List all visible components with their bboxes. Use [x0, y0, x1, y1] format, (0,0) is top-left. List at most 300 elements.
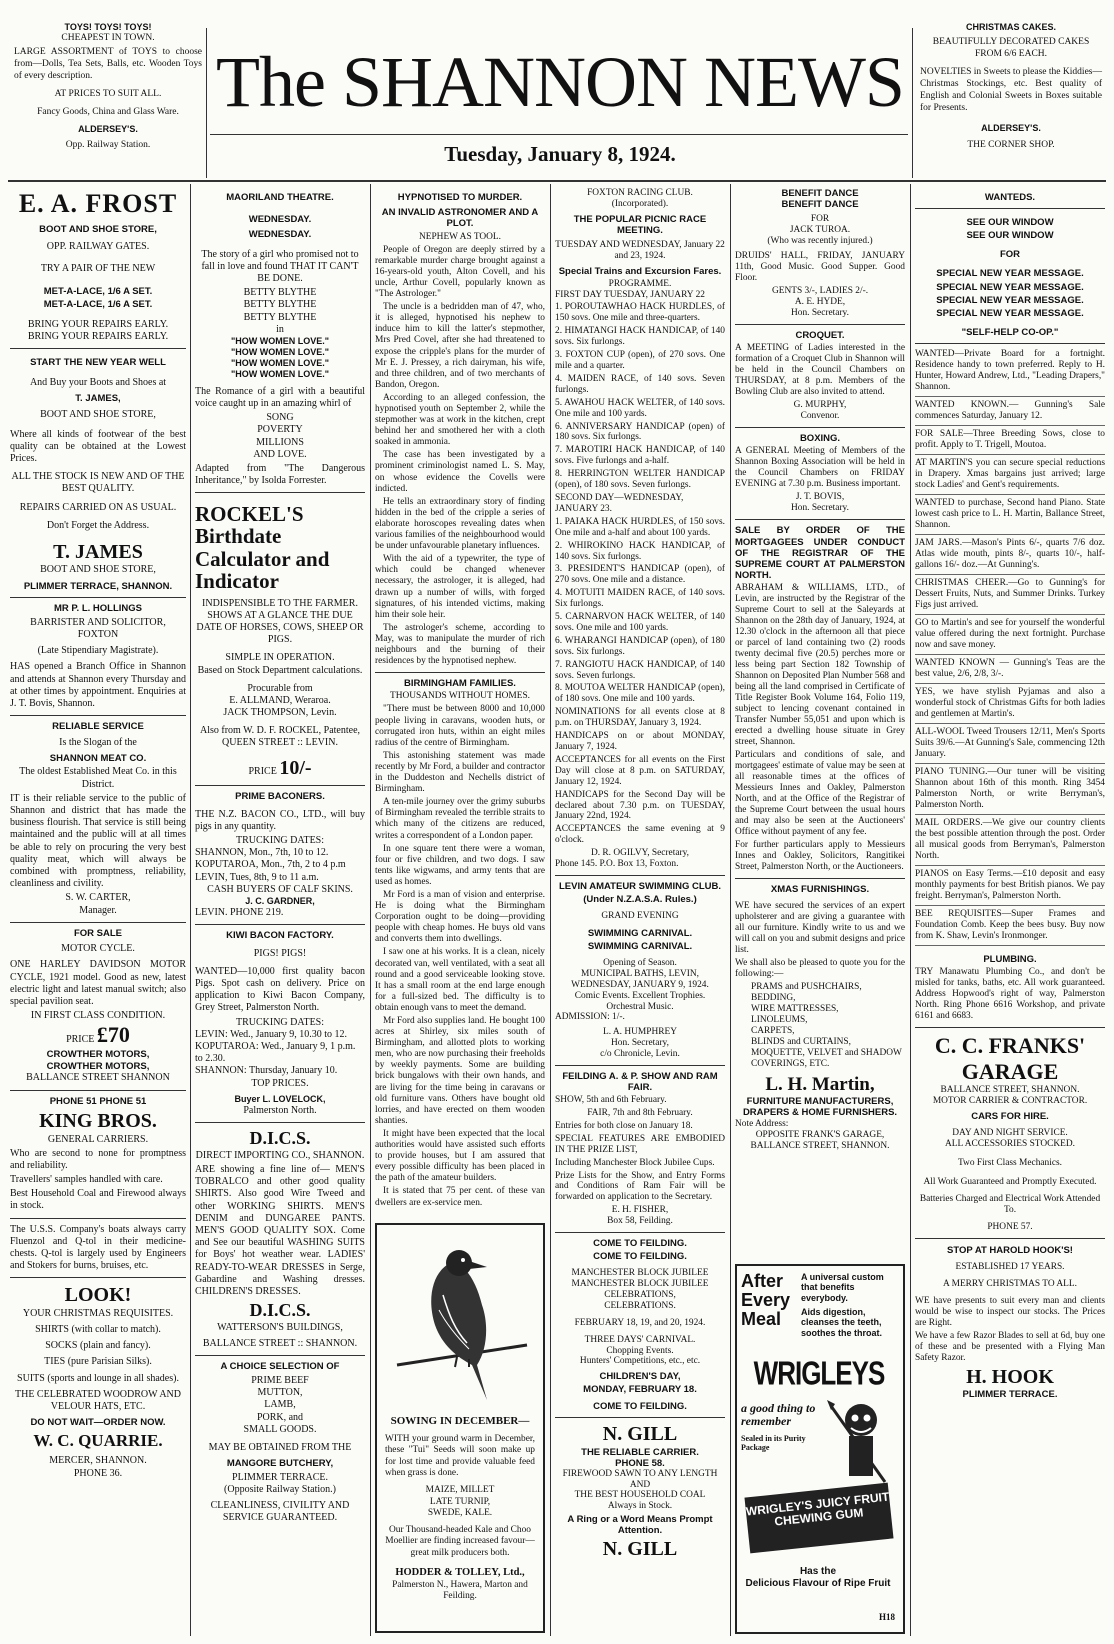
- divider: [555, 1065, 725, 1066]
- show-heading: FEILDING A. & P. SHOW AND RAM FAIR.: [562, 1071, 718, 1094]
- race-notice: NOMINATIONS for all events close at 8 p.m. on THURSDAY, January 3, 1924.: [555, 707, 725, 729]
- column-rule-3: [550, 184, 551, 1636]
- james-heading: START THE NEW YEAR WELL: [30, 357, 166, 369]
- cakes-heading: CHRISTMAS CAKES.: [965, 22, 1056, 32]
- seed-heading: SOWING IN DECEMBER—: [390, 1415, 530, 1427]
- race-event: 8. HERRINGTON WELTER HANDICAP (open), of 180 sovs. Seven furlongs.: [555, 469, 725, 491]
- divider: [735, 427, 905, 428]
- swim-heading: LEVIN AMATEUR SWIMMING CLUB.: [558, 880, 721, 892]
- franks-line: MOTOR CARRIER & CONTRACTOR.: [932, 1095, 1088, 1106]
- hollings-line: (Late Stipendiary Magistrate).: [37, 645, 159, 657]
- divider: [555, 875, 725, 876]
- divider: [195, 492, 365, 493]
- meat-co-line: SHANNON MEAT CO.: [49, 752, 147, 764]
- window-line: "SELF-HELP CO-OP.": [961, 326, 1059, 338]
- classified-ad: AT MARTIN'S you can secure special reductions in Drapery. Xmas bargains just arrived; large stock Ladies' and Gent's requirements.: [915, 458, 1105, 495]
- kiwi-body: WANTED—10,000 first quality bacon Pigs. Spot cash on delivery. Price on application to Kiwi Bacon Company, Grey Street, Palmerston North.: [195, 965, 365, 1014]
- race-dates: TUESDAY AND WEDNESDAY, January 22 and 23, 1924.: [555, 239, 725, 261]
- toys-prices: AT PRICES TO SUIT ALL.: [54, 88, 162, 99]
- swim-line: ADMISSION: 1/-.: [555, 1012, 625, 1023]
- divider: [10, 1090, 186, 1091]
- wrigleys-code: H18: [878, 1612, 895, 1622]
- window-line: SPECIAL NEW YEAR MESSAGE.: [936, 281, 1084, 293]
- race-event: 1. PAIAKA HACK HURDLES, of 150 sovs. One mile and a-half and about 100 yards.: [555, 516, 725, 538]
- article-headline: BIRMINGHAM FAMILIES.: [404, 678, 516, 690]
- quarrie-name: W. C. QUARRIE.: [33, 1430, 163, 1450]
- meat-co-line: The oldest Established Meat Co. in this District.: [19, 766, 177, 790]
- frost-line: MET-A-LACE, 1/6 A SET.: [43, 299, 153, 311]
- divider: [375, 672, 545, 673]
- dance-line: Hon. Secretary.: [791, 308, 849, 319]
- article-subhead: AN INVALID ASTRONOMER AND A PLOT.: [381, 207, 539, 230]
- article-headline: HYPNOTISED TO MURDER.: [397, 192, 523, 203]
- seed-advert: [375, 1223, 545, 1633]
- article-paragraph: With the aid of a typewriter, the type of which could be changed whenever necessary, the astrologer, it is alleged, had drawn up a number of wills, with forged signatures, of his intended victims, making him their sole heir.: [375, 554, 545, 620]
- meat-co-body: IT is their reliable service to the public of Shannon and district that has made the business flourish. That service is still being maintained and the public will at all times be able to rely on procuring the very best quality meat, which will always be combined with promptness, reliability, cleanliness and civility.: [10, 792, 186, 890]
- james-line: Where all kinds of footwear of the best quality can be obtained at the Lowest Prices.: [10, 428, 186, 465]
- feilding-line: CELEBRATIONS,: [604, 1289, 676, 1300]
- wrigleys-slogan-left: [741, 1272, 797, 1329]
- swim-line: Opening of Season.: [603, 957, 677, 968]
- seed-item: SWEDE, KALE.: [427, 1507, 493, 1518]
- kiwi-line: LEVIN: Wed., January 9, 10.30 to 12.: [195, 1028, 348, 1040]
- swim-line: Comic Events. Excellent Trophies.: [574, 990, 706, 1001]
- theatre-star: BETTY BLYTHE: [243, 311, 317, 323]
- article-paragraph: People of Oregon are deeply stirred by a remarkable murder charge brought against a 16-years-old youth, Alton Covell, and his uncle, Arthur Covell, popularly known as "The Astrologer.": [375, 244, 545, 300]
- race-event-list: [555, 517, 725, 706]
- left-ear-ad: [14, 22, 202, 172]
- window-line: SPECIAL NEW YEAR MESSAGE.: [936, 307, 1084, 319]
- kiwi-line: Buyer L. LOVELOCK,: [234, 1093, 326, 1104]
- masthead-bottom-rule: [8, 180, 1106, 182]
- look-heading: LOOK!: [64, 1284, 132, 1307]
- gill-line: THE RELIABLE CARRIER.: [581, 1446, 699, 1458]
- crowther-line: CROWTHER MOTORS,: [46, 1060, 150, 1072]
- dance-line: (Who was recently injured.): [767, 236, 873, 247]
- martin-line: OPPOSITE FRANK'S GARAGE,: [755, 1129, 885, 1140]
- divider: [195, 785, 365, 786]
- frost-line: OPP. RAILWAY GATES.: [46, 241, 150, 253]
- theatre-word: SONG: [266, 412, 294, 424]
- divider: [915, 208, 1105, 209]
- franks-line: ALL ACCESSORIES STOCKED.: [945, 1138, 1075, 1149]
- theatre-text: The story of a girl who promised not to fall in love and found THAT IT CAN'T BE DONE.: [201, 248, 359, 285]
- crowther-line: CROWTHER MOTORS,: [46, 1049, 150, 1061]
- theatre-day: WEDNESDAY.: [248, 213, 312, 225]
- gum-package: [744, 1483, 893, 1554]
- race-notice: HANDICAPS on or about MONDAY, January 7, 1924.: [555, 731, 725, 753]
- rockel-text: QUEEN STREET :: LEVIN.: [222, 737, 338, 749]
- classified-ad: BEE REQUISITES—Super Frames and Foundation Comb. Keep the bees busy. Buy now from K. Shaw, Levin's Ironmonger.: [915, 909, 1105, 946]
- cakes-body: NOVELTIES in Sweets to please the Kiddies—Christmas Stockings, etc. Best quality of English and Colonial Sweets in Boxes suitable for Presents.: [920, 67, 1102, 113]
- james-name: T. JAMES: [53, 541, 143, 564]
- race-notice: HANDICAPS for the Second Day will be declared about 7.30 p.m. on TUESDAY, January 22nd, 1924.: [555, 789, 725, 822]
- gum-package-label: WRIGLEY'S JUICY FRUIT CHEWING GUM: [745, 1489, 890, 1529]
- kiwi-sub: PIGS! PIGS!: [253, 947, 307, 959]
- look-line: YOUR CHRISTMAS REQUISITES.: [22, 1307, 174, 1319]
- feilding-line: COME TO FEILDING.: [593, 1251, 687, 1263]
- race-sig: D. R. OGILVY, Secretary,: [590, 848, 690, 859]
- motorcycle-heading: FOR SALE: [73, 927, 123, 939]
- dics-name: D.I.C.S.: [249, 1127, 311, 1148]
- martin-line: Note Address:: [735, 1118, 789, 1129]
- rockel-text: Based on Stock Department calculations.: [197, 664, 363, 676]
- divider: [735, 324, 905, 325]
- show-line: SHOW, 5th and 6th February.: [555, 1095, 667, 1106]
- show-line: FAIR, 7th and 8th February.: [587, 1108, 693, 1119]
- wrigleys-footer-line: Delicious Flavour of Ripe Fruit: [745, 1577, 891, 1589]
- divider: [10, 715, 186, 716]
- article-paragraph: Mr Ford is a man of vision and enterprise. He is doing what the Birmingham Corporation ought to be doing—providing people with cheap homes. He buys old vans and converts them into dwellings.: [375, 889, 545, 945]
- wrigleys-slogan-right: [801, 1272, 899, 1338]
- divider: [195, 924, 365, 925]
- kiwi-line: SHANNON: Thursday, January 10.: [195, 1065, 338, 1077]
- classified-ad: WANTED KNOWN — Gunning's Teas are the best value, 2/6, 2/8, 3/-.: [915, 658, 1105, 684]
- furnishing-item: MOQUETTE, VELVET and SHADOW COVERINGS, ETC.: [751, 1048, 902, 1070]
- hollings-line: BARRISTER AND SOLICITOR, FOXTON: [30, 616, 166, 640]
- ear-rule-left: [206, 28, 207, 178]
- theatre-film: "HOW WOMEN LOVE.": [230, 368, 330, 379]
- king-phone: PHONE 51 PHONE 51: [49, 1095, 147, 1107]
- franks-line: Batteries Charged and Electrical Work Attended To.: [919, 1193, 1101, 1215]
- furnishing-item: WIRE MATTRESSES,: [751, 1004, 839, 1015]
- motorcycle-price-row: [10, 1022, 186, 1049]
- swim-line: SWIMMING CARNIVAL.: [587, 940, 693, 952]
- meat-co-heading: RELIABLE SERVICE: [52, 721, 144, 733]
- dics-line: WATTERSON'S BUILDINGS,: [217, 1322, 343, 1334]
- james-line: And Buy your Boots and Shoes at: [29, 376, 167, 388]
- gill-line: PHONE 58.: [615, 1457, 665, 1469]
- gill-line: A Ring or a Word Means Prompt Attention.: [567, 1514, 713, 1537]
- race-event: 3. FOXTON CUP (open), of 270 sovs. One mile and a quarter.: [555, 350, 725, 372]
- feilding-line: FEBRUARY 18, 19, and 20, 1924.: [574, 1317, 706, 1328]
- show-line: Entries for both close on January 18.: [555, 1120, 693, 1131]
- frost-line: TRY A PAIR OF THE NEW: [40, 263, 156, 275]
- wanteds-heading: WANTEDS.: [984, 192, 1036, 203]
- rockel-text: E. ALLMAND, Weraroa.: [229, 694, 331, 706]
- swim-line: MUNICIPAL BATHS, LEVIN,: [580, 968, 700, 979]
- king-line: Travellers' samples handled with care.: [10, 1174, 163, 1186]
- classified-ad: FOR SALE—Three Breeding Sows, close to profit. Apply to T. Trigell, Moutoa.: [915, 429, 1105, 455]
- king-line: GENERAL CARRIERS.: [47, 1133, 149, 1145]
- hook-text: We have a few Razor Blades to sell at 6d, buy one of these and be presented with a Flying Man Safety Razor.: [915, 1330, 1105, 1363]
- rockel-text: SIMPLE IN OPERATION.: [225, 652, 335, 664]
- window-line: SPECIAL NEW YEAR MESSAGE.: [936, 268, 1084, 280]
- croquet-sig: Convenor.: [800, 411, 840, 422]
- race-event: 3. PRESIDENT'S HANDICAP (open), of 270 sovs. One mile and a distance.: [555, 564, 725, 586]
- furnishing-text: WE have secured the services of an expert upholsterer and are giving a guarantee with all our furniture. Kindly write to us and we will call on you and submit designs and price list.: [735, 901, 905, 956]
- seed-item: LATE TURNIP,: [429, 1496, 491, 1507]
- title-rule: [210, 134, 908, 135]
- race-notice: ACCEPTANCES for all events on the First Day will close at 8 p.m. on SATURDAY, January 12, 1924.: [555, 754, 725, 787]
- race-day: FIRST DAY TUESDAY, JANUARY 22: [555, 289, 705, 300]
- wrigleys-brand: WRIGLEYS: [753, 1353, 885, 1393]
- king-name: KING BROS.: [39, 1110, 157, 1133]
- seed-item: MAIZE, MILLET: [425, 1485, 495, 1496]
- hook-name: H. HOOK: [966, 1365, 1054, 1388]
- window-line: SEE OUR WINDOW: [966, 230, 1054, 242]
- franks-line: PHONE 57.: [987, 1221, 1033, 1232]
- bacon-line: CASH BUYERS OF CALF SKINS.: [207, 883, 353, 895]
- croquet-body: A MEETING of Ladies interested in the formation of a Croquet Club in Shannon will be held in the Council Chambers on THURSDAY, at 8 p.m. Members of the Bowling Club are also invited to attend.: [735, 343, 905, 398]
- james-line: PLIMMER TERRACE, SHANNON.: [23, 580, 173, 592]
- theatre-film: "HOW WOMEN LOVE.": [230, 357, 330, 368]
- price-value: 10/-: [279, 756, 312, 779]
- theatre-word: AND LOVE.: [253, 448, 307, 460]
- feilding-line: THREE DAYS' CARNIVAL.: [584, 1334, 696, 1345]
- james-line: Don't Forget the Address.: [46, 519, 150, 531]
- butchery-item: SMALL GOODS.: [243, 1423, 317, 1435]
- furnishing-item: LINOLEUMS,: [751, 1015, 808, 1026]
- article-paragraph: This astonishing statement was made recently by Mr Ford, a builder and contractor in the Duddeston and Nechells district of Birmingham.: [375, 750, 545, 795]
- theatre-word: MILLIONS: [256, 436, 304, 448]
- franks-line: DAY AND NIGHT SERVICE.: [952, 1127, 1068, 1138]
- hook-address: PLIMMER TERRACE.: [962, 1389, 1058, 1401]
- column-3: [375, 188, 545, 1638]
- wrigleys-word: Meal: [741, 1308, 782, 1329]
- article-paragraph: It might have been expected that the local authorities would have assisted such efforts to provide houses, but I am assured that every possible difficulty has been placed in the path of the amateur builders.: [375, 1128, 545, 1184]
- race-event: 4. MOTUITI MAIDEN RACE, of 140 sovs. Six furlongs.: [555, 588, 725, 610]
- look-line: THE CELEBRATED WOODROW AND VELOUR HATS, ETC.: [14, 1388, 181, 1412]
- dics-line: DIRECT IMPORTING CO., SHANNON.: [195, 1149, 365, 1161]
- divider: [735, 878, 905, 879]
- franks-line: Two First Class Mechanics.: [957, 1157, 1063, 1168]
- hook-line: A MERRY CHRISTMAS TO ALL.: [943, 1278, 1077, 1289]
- race-event: 5. CARNARVON HACK WELTER, of 140 sovs. One mile and 100 yards.: [555, 612, 725, 633]
- article-paragraph: The case has been investigated by a prominent criminologist named L. S. May, on whose evidence the Covells were indicted.: [375, 450, 545, 494]
- divider: [555, 1232, 725, 1233]
- look-line: SOCKS (plain and fancy).: [45, 1340, 151, 1352]
- article-paragraph: According to an alleged confession, the hypnotised youth on September 2, while the stepmother was at work in the kitchen, crept behind her and smothered her with a cloth soaked in ammonia.: [375, 392, 545, 448]
- james-line: ALL THE STOCK IS NEW AND OF THE BEST QUALITY.: [11, 471, 185, 495]
- article-paragraph: "There must be between 8000 and 10,000 people living in caravans, wooden huts, or corrugated iron huts, within an eight miles radius of the centre of Birmingham.: [375, 704, 545, 748]
- butchery-item: PORK, and: [256, 1411, 304, 1423]
- toys-address: Opp. Railway Station.: [65, 139, 151, 150]
- frost-line: BRING YOUR REPAIRS EARLY.: [27, 318, 169, 330]
- cakes-address: THE CORNER SHOP.: [967, 139, 1055, 150]
- dics-name: D.I.C.S.: [249, 1300, 311, 1321]
- gill-line: AND: [629, 1479, 651, 1490]
- race-event: 2. WHIROKINO HACK HANDICAP, of 140 sovs. Six furlongs.: [555, 540, 725, 562]
- show-line: Prize Lists for the Show, and Entry Forms and Conditions of Ram Fair will be forwarded on application to the Secretary.: [555, 1170, 725, 1203]
- butchery-heading: A CHOICE SELECTION OF: [220, 1361, 340, 1373]
- column-6: [915, 188, 1105, 1638]
- kiwi-line: TOP PRICES.: [251, 1077, 309, 1089]
- issue-date: Tuesday, January 8, 1924.: [444, 142, 676, 166]
- swim-line: GRAND EVENING: [601, 911, 679, 922]
- bacon-line: KOPUTAROA, Mon., 7th, 2 to 4 p.m: [195, 859, 346, 871]
- look-line: TIES (pure Parisian Silks).: [44, 1356, 152, 1368]
- classified-list: [915, 349, 1105, 946]
- swim-sub: (Under N.Z.A.S.A. Rules.): [583, 894, 697, 905]
- wrigleys-claim: A universal custom that benefits everybody.: [801, 1272, 884, 1303]
- wrigleys-sealed: Sealed in its Purity Package: [741, 1434, 806, 1453]
- race-title: THE POPULAR PICNIC RACE MEETING.: [573, 213, 707, 236]
- wrigleys-advert: [735, 1264, 905, 1634]
- theatre-star: BETTY BLYTHE: [243, 299, 317, 311]
- franks-line: All Work Guaranteed and Promptly Executed.: [923, 1176, 1097, 1187]
- feilding-line: MANCHESTER BLOCK JUBILEE: [571, 1268, 709, 1279]
- column-1: [10, 188, 186, 1638]
- butchery-item: LAMB,: [264, 1399, 296, 1411]
- window-line: SEE OUR WINDOW: [966, 217, 1054, 229]
- divider: [735, 519, 905, 520]
- furnishing-item: PRAMS and PUSHCHAIRS,: [751, 982, 862, 993]
- divider: [10, 348, 186, 349]
- article-paragraph: It is stated that 75 per cent. of these van dwellers are ex-service men.: [375, 1186, 545, 1208]
- classified-ad: GO to Martin's and see for yourself the wonderful value offered during the next fortnight. Purchase now and save money.: [915, 618, 1105, 655]
- franks-name: GARAGE: [961, 1058, 1059, 1084]
- classified-ad: PIANOS on Easy Terms.—£10 deposit and easy monthly payments for best British pianos. We pay freight. Berryman's, Palmerston North.: [915, 869, 1105, 906]
- cakes-shop: ALDERSEY'S.: [981, 122, 1041, 133]
- bacon-heading: PRIME BACONERS.: [235, 791, 325, 803]
- frost-line: BOOT AND SHOE STORE,: [39, 223, 157, 235]
- butchery-item: PRIME BEEF: [251, 1375, 309, 1387]
- meat-co-sig: S. W. CARTER,: [65, 892, 131, 904]
- divider: [915, 1238, 1105, 1239]
- classified-ad: WANTED to purchase, Second hand Piano. State lowest cash price to L. H. Martin, Ballance Street, Shannon.: [915, 498, 1105, 535]
- classified-ad: WANTED—Private Board for a fortnight. Residence handy to town preferred. Reply to H. Hunter, Howard Andrew, Ltd., "Leading Drapers," Shannon.: [915, 349, 1105, 397]
- race-event: 6. ANNIVERSARY HANDICAP (open) of 180 sovs. Six furlongs.: [555, 421, 725, 443]
- classified-ad: CHRISTMAS CHEER.—Go to Gunning's for Dessert Fruits, Nuts, and Summer Drinks. Turkey Figs just arrived.: [915, 578, 1105, 615]
- bird-illustration: [377, 1225, 543, 1415]
- article-deck: NEPHEW AS TOOL.: [418, 231, 502, 242]
- james-line: BOOT AND SHOE STORE,: [40, 564, 156, 576]
- motorcycle-body: ONE HARLEY DAVIDSON MOTOR CYCLE, 1921 model. Good as new, latest electric light and latest manual switch; also special pavilion seat.: [10, 959, 186, 1008]
- rockel-text: Procurable from: [247, 682, 313, 694]
- dance-line: GENTS 3/-, LADIES 2/-.: [771, 286, 869, 297]
- dance-line: FOR: [810, 214, 830, 225]
- article-paragraph: He tells an extraordinary story of finding hidden in the bed of the cripple a series of elaborate horoscopes revealing dates when various families of the neighbourhood would be under unfavourable planetary influences.: [375, 496, 545, 552]
- look-line: SHIRTS (with collar to match).: [35, 1323, 161, 1335]
- boxing-body: A GENERAL Meeting of Members of the Shannon Boxing Association will be held in the Council Chambers on FRIDAY EVENING at 7.30 p.m. Business important.: [735, 446, 905, 490]
- race-sig: Phone 145. P.O. Box 13, Foxton.: [555, 859, 679, 870]
- article-paragraph: I saw one at his works. It is a clean, nicely decorated van, well ventilated, with a seat all round and a good serviceable looking stove. It has a small room at the end large enough for a full-sized bed. The difficulty is to obtain enough vans to meet the demand.: [375, 947, 545, 1013]
- bacon-line: LEVIN. PHONE 219.: [195, 906, 284, 918]
- look-line: DO NOT WAIT—ORDER NOW.: [30, 1417, 166, 1429]
- dics-line: BALLANCE STREET :: SHANNON.: [202, 1338, 358, 1350]
- motorcycle-line: MOTOR CYCLE.: [61, 943, 135, 955]
- feilding-line: CHILDREN'S DAY,: [599, 1371, 681, 1383]
- divider: [915, 1027, 1105, 1028]
- article-paragraph: Mr Ford also supplies land. He bought 100 acres at Shirley, six miles south of Birmingham, and allotted plots to working men, who are now purchasing their freeholds by weekly payments. Some are building brick bungalows with their own hands, and are living for the time being in caravans or old furniture vans. Others have bought old lorries, and have erected on them wooden shanties.: [375, 1016, 545, 1126]
- wrigleys-word: Every: [741, 1289, 791, 1310]
- theatre-heading: MAORILAND THEATRE.: [226, 192, 334, 203]
- wrigleys-footer: [737, 1566, 899, 1589]
- kiwi-line: KOPUTAROA: Wed., January 9, 1 p.m. to 2.30.: [195, 1041, 356, 1065]
- seed-firm: HODDER & TOLLEY, Ltd.,: [395, 1567, 525, 1578]
- meat-co-line: Is the Slogan of the: [59, 736, 137, 748]
- race-event: 1. POROUTAWHAO HACK HURDLES, of 150 sovs. One mile and three-quarters.: [555, 302, 725, 324]
- boxing-heading: BOXING.: [799, 433, 841, 445]
- qtol-notice: The U.S.S. Company's boats always carry Fluenzol and Q-tol in their medicine-chests. Q-tol is largely used by Engineers and Stokers for burns, bruises, etc.: [10, 1223, 186, 1272]
- race-day: SECOND DAY—WEDNESDAY, JANUARY 23.: [555, 492, 684, 514]
- column-rule-5: [910, 184, 911, 1636]
- hollings-body: HAS opened a Branch Office in Shannon and attends at Shannon every Thursday and at other times by appointment. Enquiries at J. T. Bovis, Shannon.: [10, 661, 186, 709]
- swim-line: Orchestral Music.: [606, 1001, 674, 1012]
- race-trains: Special Trains and Excursion Fares.: [558, 265, 722, 277]
- divider: [915, 343, 1105, 344]
- article-deck: THOUSANDS WITHOUT HOMES.: [389, 691, 531, 702]
- gill-line: THE BEST HOUSEHOLD COAL: [574, 1490, 706, 1501]
- show-line: Including Manchester Block Jubilee Cups.: [555, 1157, 715, 1168]
- theatre-film: "HOW WOMEN LOVE.": [230, 347, 330, 358]
- masthead: [0, 0, 1114, 178]
- swim-line: WEDNESDAY, JANUARY 9, 1924.: [571, 979, 709, 990]
- martin-line: BALLANCE STREET, SHANNON.: [750, 1140, 890, 1151]
- rockel-text: JACK THOMPSON, Levin.: [223, 707, 337, 719]
- seed-body: WITH your ground warm in December, these "Tui" Seeds will soon make up for lost time and provide valuable feed when grass is done.: [385, 1434, 535, 1479]
- furnishing-heading: XMAS FURNISHINGS.: [770, 883, 870, 895]
- article-paragraph: The astrologer's scheme, according to May, was to manipulate the murder of rich neighbours and the burning of their residences by the hypnotised nephew.: [375, 622, 545, 667]
- rockel-text: Also from W. D. F. ROCKEL, Patentee,: [199, 725, 361, 737]
- classified-ad: YES, we have stylish Pyjamas and also a wonderful stock of Christmas Gifts for both ladies and gentlemen at Martin's.: [915, 687, 1105, 724]
- divider: [555, 1417, 725, 1418]
- rockel-price-row: [195, 756, 365, 780]
- martin-name: L. H. Martin,: [765, 1074, 875, 1096]
- james-line: REPAIRS CARRIED ON AS USUAL.: [19, 501, 177, 513]
- toys-body: LARGE ASSORTMENT of TOYS to choose from—Dolls, Tea Sets, Balls, etc. Wooden Toys of every description.: [14, 47, 202, 81]
- butchery-line: PLIMMER TERRACE.: [232, 1471, 328, 1483]
- james-line: BOOT AND SHOE STORE,: [40, 408, 156, 420]
- motorcycle-line: IN FIRST CLASS CONDITION.: [30, 1010, 166, 1022]
- croquet-sig: G. MURPHY,: [793, 400, 847, 411]
- franks-name: C. C. FRANKS': [934, 1033, 1086, 1059]
- bacon-line: TRUCKING DATES:: [235, 835, 325, 847]
- seed-note: Our Thousand-headed Kale and Choo Moellier are finding increased favour—great milk producers both.: [385, 1525, 535, 1558]
- show-line: SPECIAL FEATURES ARE EMBODIED IN THE PRIZE LIST,: [555, 1133, 725, 1155]
- feilding-line: Hunters' Competitions, etc., etc.: [579, 1356, 701, 1367]
- race-event: 7. MAROTIRI HACK HANDICAP, of 140 sovs. Five furlongs and a-half.: [555, 445, 725, 467]
- frost-line: BRING YOUR REPAIRS EARLY.: [27, 331, 169, 343]
- theatre-star: BETTY BLYTHE: [243, 287, 317, 299]
- ear-rule-right: [912, 28, 913, 178]
- gill-name: N. GILL: [602, 1423, 678, 1446]
- james-line: T. JAMES,: [75, 392, 121, 404]
- furnishing-item: BEDDING,: [751, 993, 796, 1004]
- croquet-heading: CROQUET.: [795, 330, 845, 342]
- meat-co-sig: Manager.: [79, 904, 117, 916]
- show-sig: E. H. FISHER,: [611, 1205, 669, 1216]
- hook-heading: STOP AT HAROLD HOOK'S!: [947, 1244, 1073, 1256]
- divider: [195, 1355, 365, 1356]
- newspaper-title: The SHANNON NEWS: [216, 42, 904, 122]
- theatre-in: in: [276, 323, 284, 335]
- mortgagee-sale-text: Particulars and conditions of sale, and mortgagees' estimate of value may be seen at all reasonable times at the offices of Messieurs Innes and Oakley, Palmerston North, and at the Office of the Registrar of the Supreme Court between the usual hours and may also be seen at the Auctioneers' Office without payment of any fee.: [735, 749, 905, 837]
- feilding-line: COME TO FEILDING.: [593, 1401, 687, 1413]
- race-event: 6. WHARANGI HANDICAP (open), of 180 sovs. Six furlongs.: [555, 635, 725, 657]
- butchery-line: MANGORE BUTCHERY,: [226, 1458, 334, 1470]
- quarrie-line: PHONE 36.: [73, 1467, 123, 1479]
- column-rule-4: [730, 184, 731, 1636]
- cakes-sub: BEAUTIFULLY DECORATED CAKES FROM 6/6 EACH.: [932, 37, 1090, 60]
- price-value: £70: [96, 1022, 130, 1048]
- race-notice: ACCEPTANCES the same evening at 9 o'clock.: [555, 824, 725, 846]
- butchery-line: CLEANLINESS, CIVILITY AND SERVICE GUARANTEED.: [210, 1500, 350, 1524]
- theatre-text: Adapted from "The Dangerous Inheritance," by Isolda Forrester.: [195, 463, 365, 487]
- column-2: [195, 188, 365, 1638]
- swim-line: Hon. Secretary,: [611, 1038, 669, 1049]
- article-paragraph: The uncle is a bedridden man of 47, who, it is alleged, hypnotised his nephew to induce him to kill the latter's stepmother, Mrs Pred Covel, after she had threatened to expose the cripple's plans for the murder of Mr E. J. Pressey, a rich dairyman, his wife, and three children, and of two merchants of Bandon, Oregon.: [375, 302, 545, 390]
- race-event-list: [555, 302, 725, 491]
- feilding-line: Chopping Events.: [606, 1345, 674, 1356]
- article-paragraph: A ten-mile journey over the grimy suburbs of Birmingham revealed the terrible straits to which many of the citizens are reduced, writes a correspondent of a London paper.: [375, 797, 545, 841]
- swim-line: L. A. HUMPHREY: [603, 1027, 677, 1038]
- price-label: PRICE: [66, 1034, 95, 1046]
- feilding-line: MONDAY, FEBRUARY 18.: [583, 1384, 697, 1396]
- right-ear-ad: [920, 22, 1102, 172]
- race-event: 5. AWAHOU HACK WELTER, of 140 sovs. One mile and 100 yards.: [555, 397, 725, 419]
